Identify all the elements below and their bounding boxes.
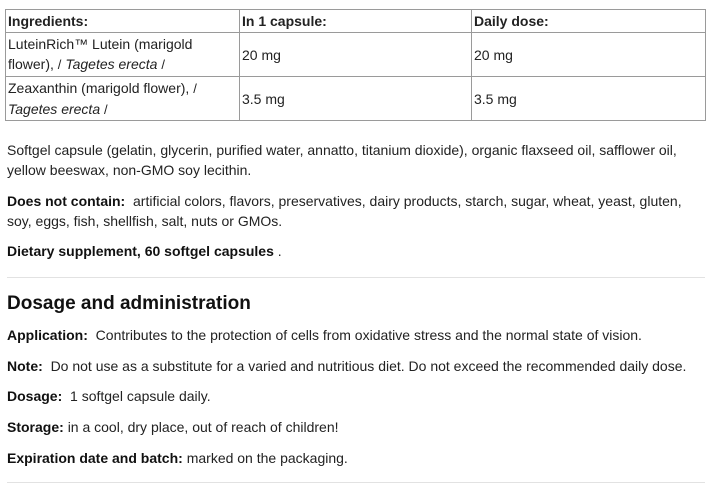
does-not-contain [7, 191, 705, 231]
per-capsule-value: 3.5 mg [240, 77, 472, 121]
storage-text: in a cool, dry place, out of reach of children! [67, 419, 339, 435]
header-ingredients: Ingredients: [6, 10, 240, 33]
ingredient-latin-name: Tagetes erecta [65, 56, 158, 72]
table-row [6, 33, 706, 77]
application-line [7, 325, 705, 345]
ingredient-name: LuteinRich™ Lutein (marigold flower), [8, 36, 193, 72]
separator: / [193, 80, 197, 96]
supplement-info [7, 241, 705, 261]
header-daily-dose: Daily dose: [472, 10, 706, 33]
does-not-contain-label: Does not contain: [7, 193, 126, 209]
supplement-label: Dietary supplement, 60 softgel capsules [7, 243, 274, 259]
note-label: Note: [7, 358, 43, 374]
separator: / [161, 57, 165, 72]
softgel-composition: Softgel capsule (gelatin, glycerin, purified water, annatto, titanium dioxide), organic flaxseed oil, safflower oil, yellow beeswax, non-GMO soy lecithin. [7, 142, 677, 178]
section-divider [7, 277, 705, 278]
dosage-text: 1 softgel capsule daily. [70, 388, 211, 404]
ingredient-name-cell [6, 77, 240, 121]
separator: / [57, 57, 62, 72]
does-not-contain-text: artificial colors, flavors, preservatives, dairy products, starch, sugar, wheat, yeast, gluten, soy, eggs, fish, shellfish, salt, nuts or GMOs. [7, 193, 682, 229]
daily-dose-value: 20 mg [472, 33, 706, 77]
expiration-text: marked on the packaging. [186, 450, 348, 466]
section-divider [7, 482, 705, 483]
ingredient-latin-name: Tagetes erecta [8, 100, 101, 117]
storage-line [7, 417, 705, 437]
expiration-label: Expiration date and batch: [7, 450, 183, 466]
supplement-tail: . [277, 243, 282, 259]
per-capsule-value: 20 mg [240, 33, 472, 77]
note-text: Do not use as a substitute for a varied and nutritious diet. Do not exceed the recommended daily dose. [50, 358, 687, 374]
ingredient-name-cell [6, 33, 240, 77]
application-text: Contributes to the protection of cells from oxidative stress and the normal state of vision. [95, 327, 642, 343]
expiration-line [7, 448, 705, 468]
header-per-capsule: In 1 capsule: [240, 10, 472, 33]
daily-dose-value: 3.5 mg [472, 77, 706, 121]
storage-label: Storage: [7, 419, 64, 435]
ingredient-name: Zeaxanthin (marigold flower), [8, 79, 190, 96]
dosage-section-title: Dosage and administration [7, 293, 251, 314]
ingredients-table [5, 9, 706, 121]
table-header-row [6, 10, 706, 33]
dosage-label: Dosage: [7, 388, 63, 404]
separator: / [104, 101, 108, 117]
application-label: Application: [7, 327, 88, 343]
table-row [6, 77, 706, 121]
dosage-line [7, 386, 705, 406]
note-line [7, 356, 705, 376]
